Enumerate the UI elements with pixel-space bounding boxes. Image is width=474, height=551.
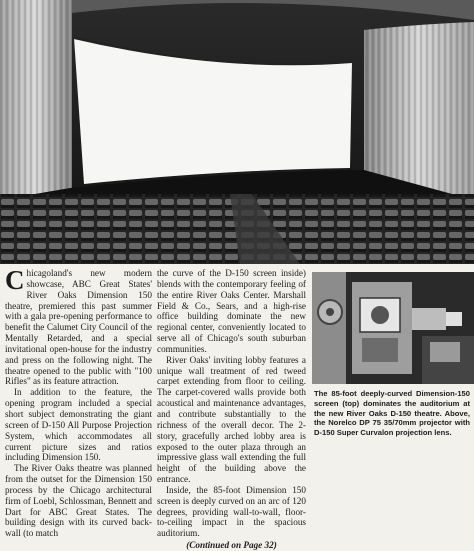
- paragraph-4: the curve of the D-150 screen inside) blends with the contemporary feeling of the entire River Oaks Center. Marshall Field & Co., Sears, and a high-rise office building dominate the new regional center, conveniently located to serve all of Chicago's south suburban communities.: [157, 268, 306, 354]
- continued-line: (Continued on Page 32): [186, 540, 277, 551]
- paragraph-2: In addition to the feature, the opening program included a special short subject demonstrating the giant screen of D-150 All Purpose Projection System, which accommodates all current picture sizes and ratios including Dimension 150.: [5, 387, 152, 463]
- projector-illustration: [312, 272, 474, 384]
- article-column-2: [157, 268, 306, 551]
- auditorium-photo: [0, 0, 474, 264]
- paragraph-5: River Oaks' inviting lobby features a unique wall treatment of red tweed carpet extending from floor to ceiling. The carpet-covered walls provide both acoustical and maintenance advantages, and contribute substantially to the richness of the overall decor. The 2-story, gracefully arched lobby area is exposed to the outer plaza through an impressive glass wall extending the full height of the building above the entrance.: [157, 354, 306, 485]
- photo-caption: The 85-foot deeply-curved Dimension-150 screen (top) dominates the auditorium at the new River Oaks D-150 theatre. Above, the Norelco DP 75 35/70mm projector with D-150 Super Curvalon projection lens.: [314, 389, 470, 437]
- drop-cap: C: [5, 265, 25, 295]
- projector-photo: [312, 272, 474, 384]
- article-column-1: [5, 265, 152, 539]
- auditorium-illustration: [0, 0, 474, 264]
- paragraph-3: The River Oaks theatre was planned from the outset for the Dimension 150 process by the Chicago architectural firm of Loebl, Schlossman, Bennett and Dart for ABC Great States. The building design with its curved back-wall (to match: [5, 463, 152, 539]
- paragraph-1: Chicagoland's new modern showcase, ABC Great States' River Oaks Dimension 150 theatre, premiered this past summer with a gala pre-opening performance to benefit the Calumet City Council of the Mentally Retarded, and a special invitational open-house for the industry and press on the following night. The theatre opened to the public with "100 Rifles" as its feature attraction.: [5, 265, 152, 387]
- paragraph-6: Inside, the 85-foot Dimension 150 screen is deeply curved on an arc of 120 degrees, providing wall-to-wall, floor-to-ceiling impact in the spacious auditorium.: [157, 484, 306, 539]
